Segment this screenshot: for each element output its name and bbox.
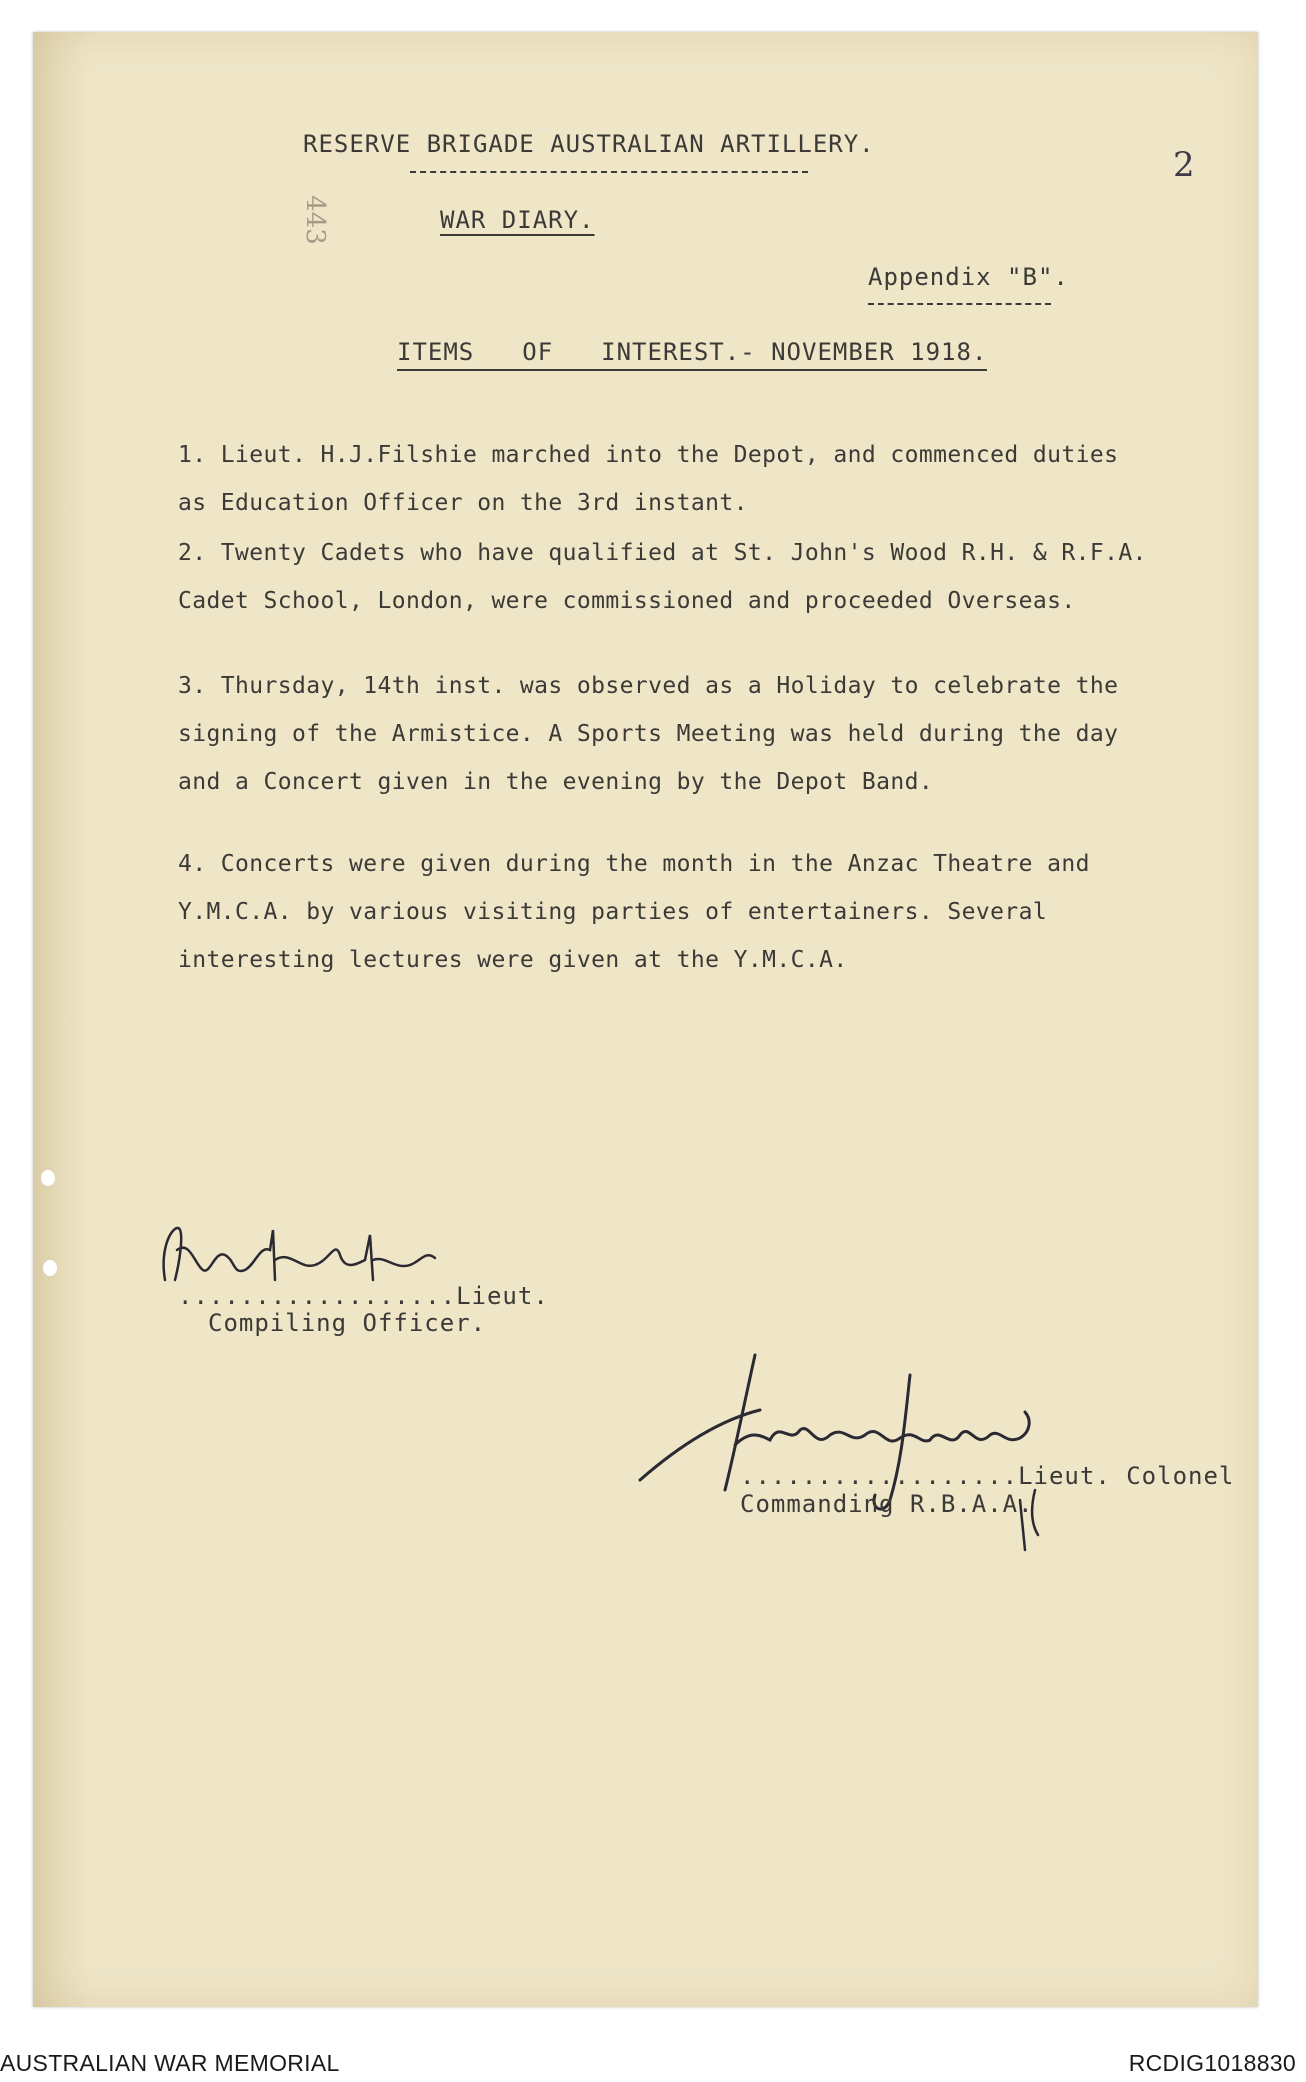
page-number: 2 xyxy=(1173,145,1195,185)
footer-reference: RCDIG1018830 xyxy=(1128,2050,1296,2076)
diary-title: WAR DIARY. xyxy=(440,206,595,234)
item-1: 1. Lieut. H.J.Filshie marched into the Depot, and commenced duties as Education Officer on the 3rd instant. xyxy=(178,442,1119,516)
compiler-rank-line: ..................Lieut. xyxy=(178,1282,549,1310)
commander-rank-line: ..................Lieut. Colonel xyxy=(740,1462,1235,1490)
commander-title: Commanding R.B.A.A. xyxy=(740,1490,1034,1518)
unit-heading: RESERVE BRIGADE AUSTRALIAN ARTILLERY. xyxy=(303,130,875,158)
punch-hole xyxy=(41,1170,55,1186)
punch-hole xyxy=(43,1260,57,1276)
items-heading: ITEMS OF INTEREST.- NOVEMBER 1918. xyxy=(397,338,987,371)
commander-signature xyxy=(640,1350,1080,1550)
heading-rule xyxy=(410,171,808,173)
footer-institution: AUSTRALIAN WAR MEMORIAL xyxy=(0,2050,340,2076)
document-page xyxy=(33,32,1258,2007)
item-2: 2. Twenty Cadets who have qualified at St. John's Wood R.H. & R.F.A. Cadet School, London, were commissioned and proceeded Overseas. xyxy=(178,540,1147,614)
appendix-rule xyxy=(868,303,1051,305)
archive-number: 443 xyxy=(299,195,330,245)
item-4: 4. Concerts were given during the month in the Anzac Theatre and Y.M.C.A. by various visiting parties of entertainers. Several interesting lectures were given at the Y.M.C.A. xyxy=(178,851,1090,973)
item-3: 3. Thursday, 14th inst. was observed as a Holiday to celebrate the signing of the Armistice. A Sports Meeting was held during the day and a Concert given in the evening by the Depot Band. xyxy=(178,673,1119,795)
compiler-title: Compiling Officer. xyxy=(208,1309,487,1337)
appendix-label: Appendix "B". xyxy=(868,263,1069,291)
